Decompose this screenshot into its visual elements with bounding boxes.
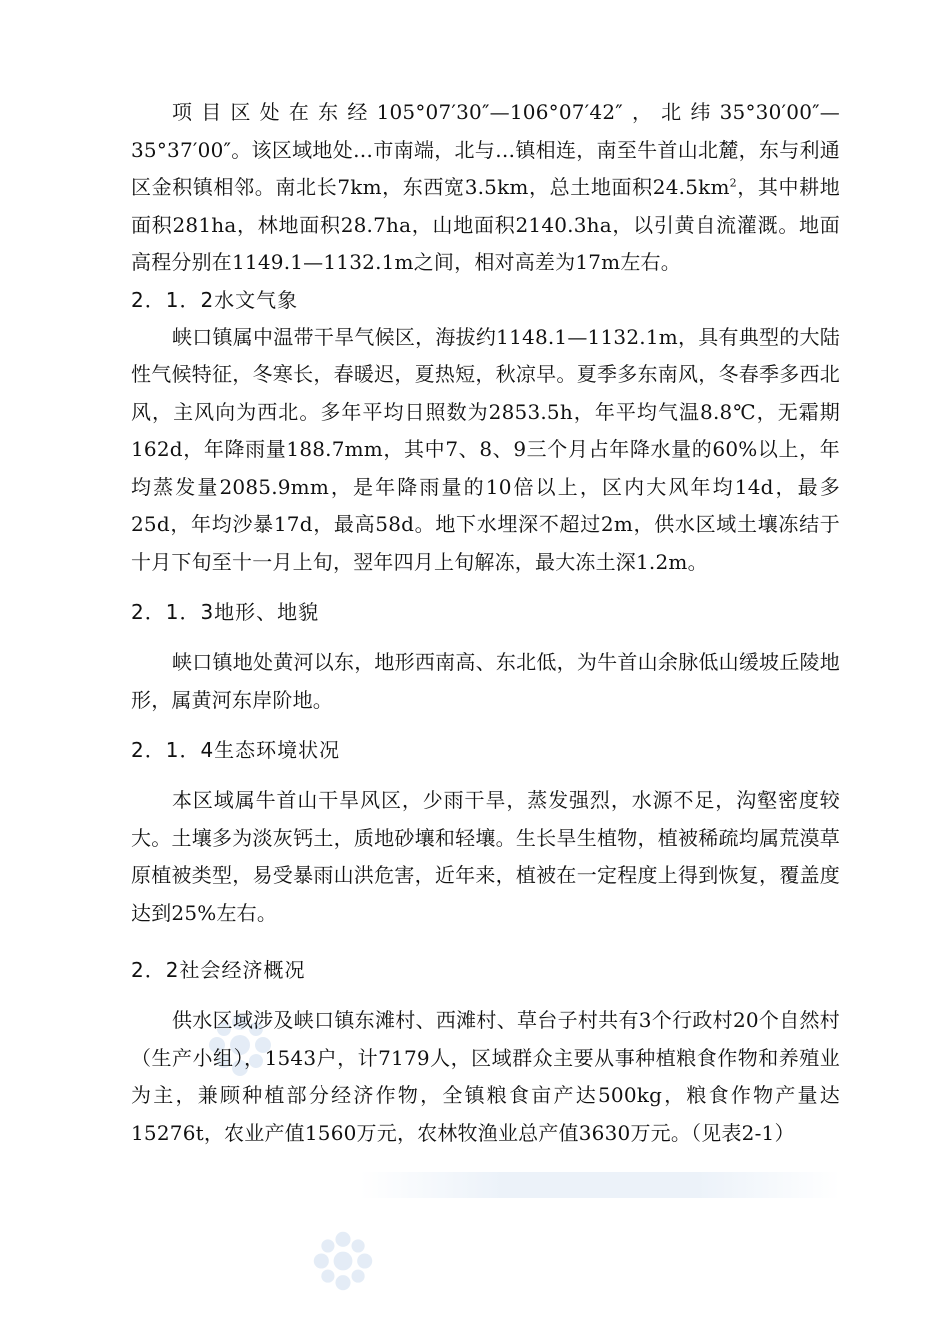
superscript-area-unit: 2 bbox=[729, 176, 737, 190]
heading-terrain: 2．1．3地形、地貌 bbox=[131, 600, 320, 624]
watermark-snowflake-icon bbox=[310, 1228, 376, 1294]
paragraph-ecology: 本区域属牛首山干旱风区，少雨干旱，蒸发强烈，水源不足，沟壑密度较大。土壤多为淡灰钙土，质地砂壤和轻壤。生长旱生植物，植被稀疏均属荒漠草原植被类型，易受暴雨山洪危害，近年来，植被在一定程度上得到恢复，覆盖度达到25%左右。 bbox=[131, 788, 840, 925]
paragraph-terrain: 峡口镇地处黄河以东，地形西南高、东北低，为牛首山余脉低山缓坡丘陵地形，属黄河东岸阶地。 bbox=[131, 650, 840, 712]
paragraph-hydrology-climate: 峡口镇属中温带干旱气候区，海拔约1148.1—1132.1m，具有典型的大陆性气候特征，冬寒长，春暖迟，夏热短，秋凉早。夏季多东南风，冬春季多西北风，主风向为西北。多年平均日照数为2853.5h，年平均气温8.8℃，无霜期162d，年降雨量188.7mm，其中7、8、9三个月占年降水量的60%以上，年均蒸发量2085.9mm，是年降雨量的10倍以上，区内大风年均14d，最多25d，年均沙暴17d，最高58d。地下水埋深不超过2m，供水区域土壤冻结于十月下旬至十一月上旬，翌年四月上旬解冻，最大冻土深1.2m。 bbox=[131, 324, 840, 574]
paragraph-location-text-cont: ，其中耕地面积281ha，林地面积28.7ha，山地面积2140.3ha，以引黄自流灌溉。地面高程分别在1149.1—1132.1m之间，相对高差为17m左右。 bbox=[131, 175, 840, 274]
heading-ecology: 2．1．4生态环境状况 bbox=[131, 738, 341, 762]
heading-socioeconomic: 2．2社会经济概况 bbox=[131, 958, 306, 982]
document-body bbox=[131, 94, 840, 1152]
paragraph-location bbox=[131, 94, 840, 282]
heading-hydrology-climate: 2．1．2水文气象 bbox=[131, 287, 299, 312]
paragraph-location-text: 项目区处在东经105°07′30″—106°07′42″，北纬35°30′00″—35°37′00″。该区域地处…市南端，北与…镇相连，南至牛首山北麓，东与利通区金积镇相邻。南北长7km，东西宽3.5km，总土地面积24.5km bbox=[131, 100, 840, 199]
paragraph-socioeconomic: 供水区域涉及峡口镇东滩村、西滩村、草台子村共有3个行政村20个自然村（生产小组），1543户，计7179人，区域群众主要从事种植粮食作物和养殖业为主，兼顾种植部分经济作物，全镇粮食亩产达500kg，粮食作物产量达15276t，农业产值1560万元，农林牧渔业总产值3630万元。（见表2-1） bbox=[131, 1008, 840, 1145]
watermark-band bbox=[360, 1172, 840, 1198]
